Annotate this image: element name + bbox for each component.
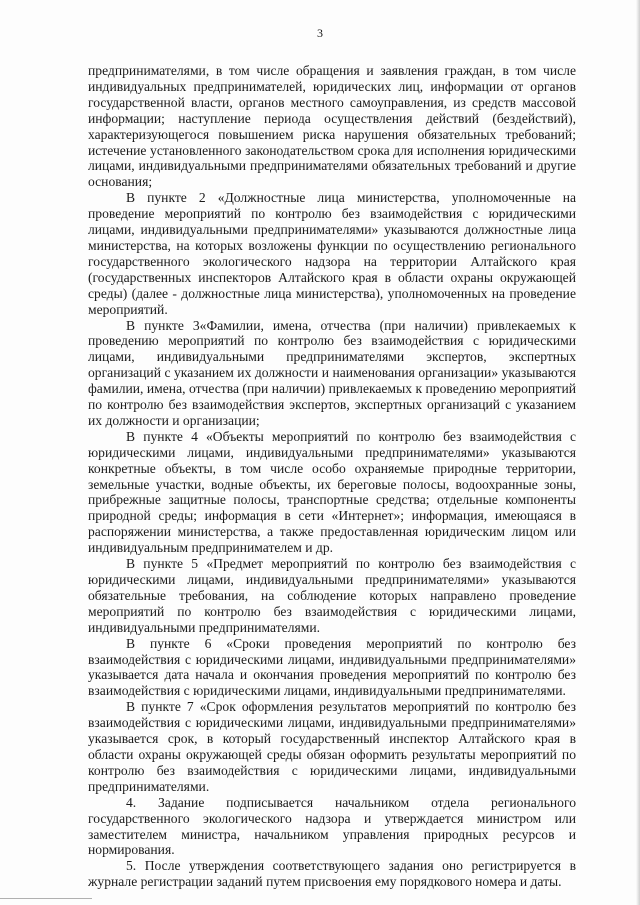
paragraph-clause-5: 5. После утверждения соответствующего задания оно регистрируется в журнале регистрации заданий путем присвоения ему порядкового номера и даты. xyxy=(88,858,576,890)
paragraph-item-3: В пункте 3«Фамилии, имена, отчества (при наличии) привлекаемых к проведению мероприятий по контролю без взаимодействия с юридическими лицами, индивидуальными предпринимателями экспертов, экспертных организаций с указанием их должности и наименования организации» указываются фамилии, имена, отчества (при наличии) привлекаемых к проведению мероприятий по контролю без взаимодействия экспертов, экспертных организаций с указанием их должности и организации; xyxy=(88,317,576,428)
scan-bottom-mark xyxy=(0,898,92,899)
page-number: 3 xyxy=(317,26,323,40)
paragraph-item-7: В пункте 7 «Срок оформления результатов мероприятий по контролю без взаимодействия с юридическими лицами, индивидуальными предпринимателями» указывается срок, в который государственный инспектор Алтайского края в области охраны окружающей среды обязан оформить результаты мероприятий по контролю без взаимодействия с юридическими лицами, индивидуальными предпринимателями. xyxy=(88,699,576,794)
paragraph-item-5: В пункте 5 «Предмет мероприятий по контролю без взаимодействия с юридическими лицами, индивидуальными предпринимателями» указываются обязательные требования, на соблюдение которых направлено проведение мероприятий по контролю без взаимодействия с юридическими лицами, индивидуальными предпринимателями. xyxy=(88,556,576,635)
paragraph-item-4: В пункте 4 «Объекты мероприятий по контролю без взаимодействия с юридическими лицами, индивидуальными предпринимателями» указываются конкретные объекты, в том числе особо охраняемые природные территории, земельные участки, водные объекты, их береговые полосы, водоохранные зоны, прибрежные защитные полосы, транспортные средства; отдельные компоненты природной среды; информация в сети «Интернет»; информация, имеющаяся в распоряжении министерства, а также предоставленная юридическим лицом или индивидуальным предпринимателем и др. xyxy=(88,428,576,556)
paragraph-item-2: В пункте 2 «Должностные лица министерства, уполномоченные на проведение мероприятий по контролю без взаимодействия с юридическими лицами, индивидуальными предпринимателями» указываются должностные лица министерства, на которых возложены функции по осуществлению регионального государственного экологического надзора на территории Алтайского края (государственных инспекторов Алтайского края в области охраны окружающей среды) (далее - должностные лица министерства), уполномоченных на проведение мероприятий. xyxy=(88,190,576,317)
document-body xyxy=(88,63,576,890)
paragraph-clause-4: 4. Задание подписывается начальником отдела регионального государственного экологического надзора и утверждается министром или заместителем министра, начальником управления природных ресурсов и нормирования. xyxy=(88,794,576,858)
scan-edge-shadow xyxy=(636,0,640,905)
paragraph-item-6: В пункте 6 «Сроки проведения мероприятий по контролю без взаимодействия с юридическими лицами, индивидуальными предпринимателями» указывается дата начала и окончания проведения мероприятий по контролю без взаимодействия с юридическими лицами, индивидуальными предпринимателями. xyxy=(88,635,576,699)
paragraph-continuation: предпринимателями, в том числе обращения и заявления граждан, в том числе индивидуальных предпринимателей, юридических лиц, информации от органов государственной власти, органов местного самоуправления, из средств массовой информации; наступление периода осуществления действий (бездействий), характеризующегося повышением риска нарушения обязательных требований; истечение установленного законодательством срока для исполнения юридическими лицами, индивидуальными предпринимателями обязательных требований и другие основания; xyxy=(88,63,576,190)
